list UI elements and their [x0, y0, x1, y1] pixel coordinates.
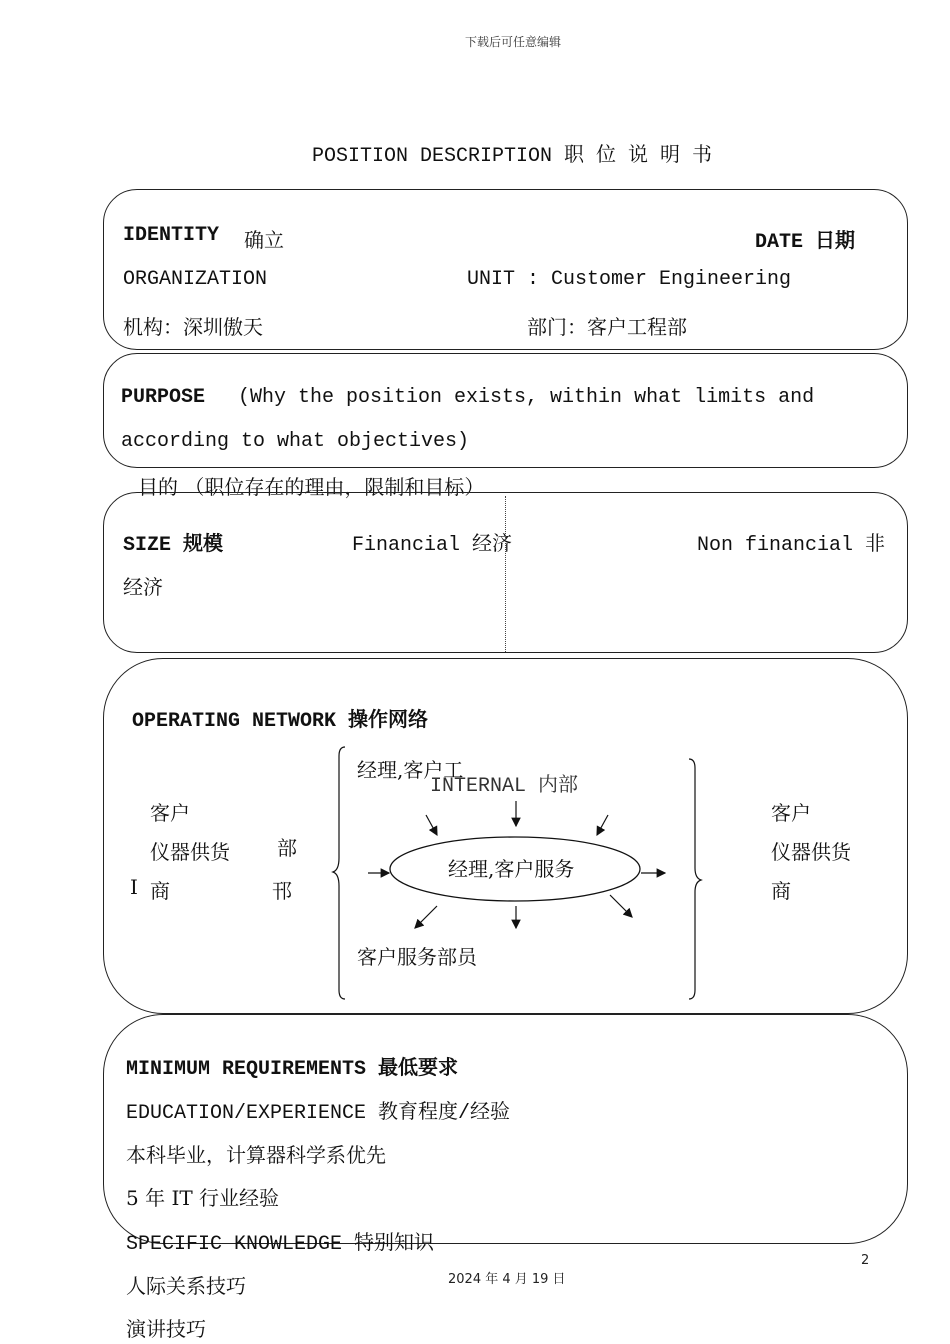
unit-label: UNIT : Customer Engineering: [467, 268, 792, 291]
right-item-2: 仪器供货: [771, 840, 851, 864]
right-brace: [689, 759, 701, 999]
identity-label-cn: 确立: [244, 228, 284, 252]
financial-label: Financial 经济: [352, 534, 513, 557]
education-line-2: 5 年 IT 行业经验: [126, 1186, 280, 1210]
left-item-3: 商: [150, 879, 170, 903]
knowledge-label: SPECIFIC KNOWLEDGE 特别知识: [126, 1233, 435, 1256]
center-label: 经理,客户服务: [448, 857, 575, 881]
education-label: EDUCATION/EXPERIENCE 教育程度/经验: [126, 1102, 511, 1125]
header-note: 下载后可任意编辑: [465, 35, 562, 49]
organization-value: 机构：深圳傲天: [123, 315, 263, 339]
non-financial-cont: 经济: [123, 575, 163, 599]
left-cut-glyph-2: 邗: [272, 879, 292, 903]
left-dept-label: 部: [277, 836, 297, 860]
knowledge-line-1: 人际关系技巧: [126, 1274, 246, 1298]
arrow-top-right: [597, 815, 608, 835]
requirements-heading: MINIMUM REQUIREMENTS 最低要求: [126, 1058, 459, 1081]
unit-value: 部门：客户工程部: [527, 315, 687, 339]
left-brace: [333, 747, 345, 999]
left-item-1: 客户: [150, 801, 190, 825]
page-number: 2: [861, 1253, 870, 1268]
purpose-label: PURPOSE: [121, 386, 206, 409]
identity-label: IDENTITY: [123, 224, 220, 247]
center-ellipse: [390, 837, 640, 901]
arrow-bottom-right: [610, 895, 632, 917]
size-label: SIZE 规模: [123, 534, 224, 557]
right-item-3: 商: [771, 879, 791, 903]
purpose-line-1: (Why the position exists, within what limits and: [238, 386, 815, 409]
bottom-label: 客户服务部员: [357, 945, 477, 969]
arrow-bottom-left: [415, 906, 437, 928]
purpose-line-3: 目的 （职位存在的理由，限制和目标）: [138, 475, 485, 499]
left-item-2: 仪器供货: [150, 840, 230, 864]
arrow-top-left: [426, 815, 437, 835]
date-label: DATE 日期: [755, 231, 856, 254]
internal-label: INTERNAL 内部: [430, 775, 579, 798]
organization-label: ORGANIZATION: [123, 268, 268, 291]
right-item-1: 客户: [771, 801, 811, 825]
top-label: 经理,客户工: [357, 758, 464, 782]
purpose-line-2: according to what objectives): [121, 430, 470, 453]
left-cut-glyph: I: [130, 875, 138, 899]
non-financial-label: Non financial 非: [697, 534, 886, 557]
network-heading: OPERATING NETWORK 操作网络: [132, 710, 429, 733]
page-title: POSITION DESCRIPTION 职 位 说 明 书: [312, 145, 713, 168]
education-line-1: 本科毕业，计算器科学系优先: [126, 1143, 386, 1167]
knowledge-line-2: 演讲技巧: [126, 1317, 206, 1341]
footer-date: 2024 年 4 月 19 日: [448, 1272, 566, 1287]
